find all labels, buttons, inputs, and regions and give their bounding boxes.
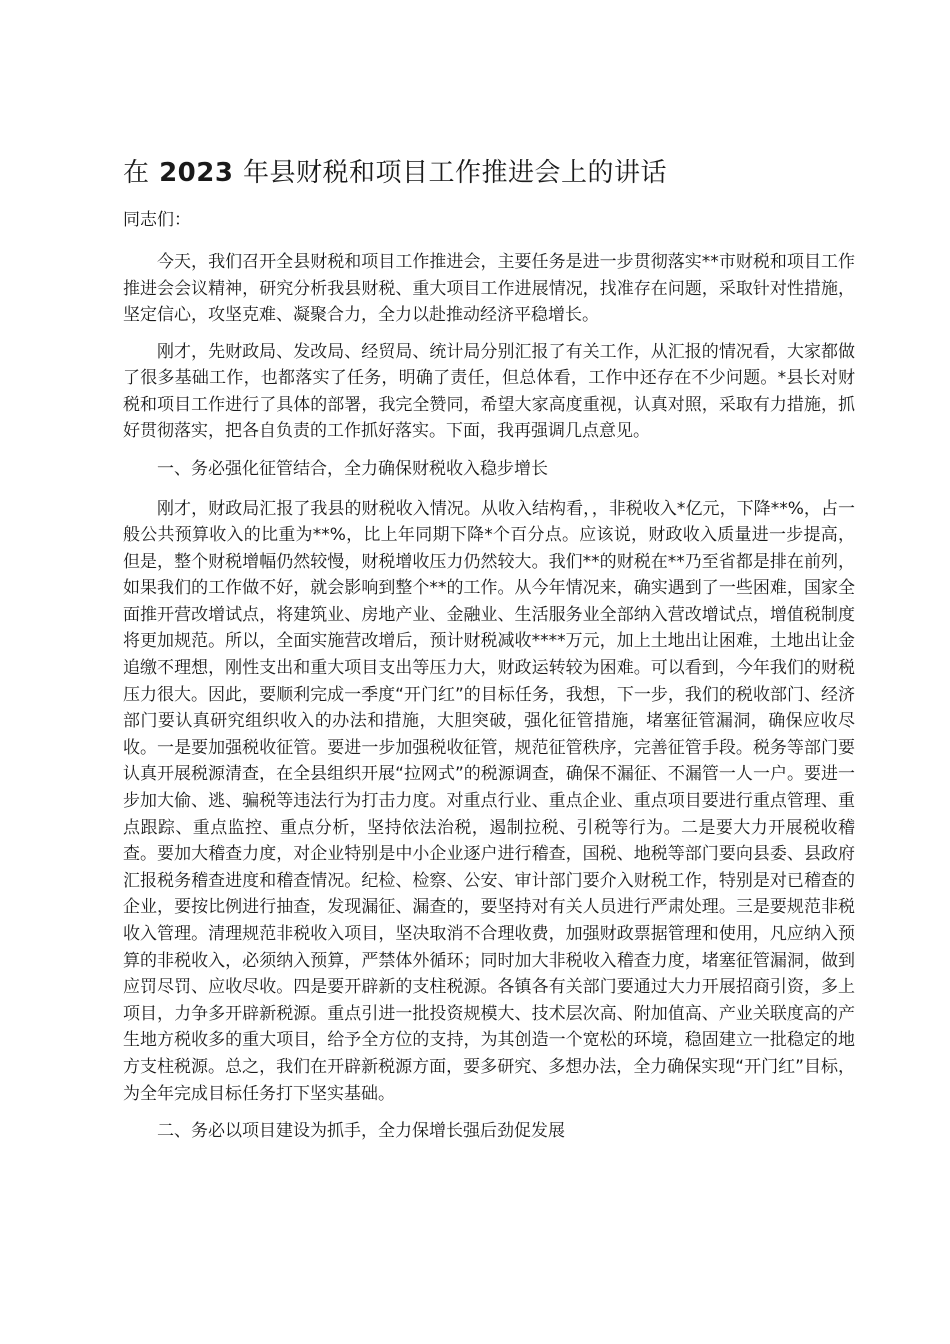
- title-prefix: 在: [123, 158, 150, 188]
- salutation: 同志们：: [123, 210, 191, 230]
- paragraph-opening: 今天，我们召开全县财税和项目工作推进会，主要任务是进一步贯彻落实**市财税和项目工作推进会会议精神，研究分析我县财税、重大项目工作进展情况，找准存在问题，采取针对性措施，坚定信心，攻坚克难、凝聚合力，全力以赴推动经济平稳增长。: [123, 252, 855, 325]
- paragraph-section-1: 刚才，财政局汇报了我县的财税收入情况。从收入结构看，，非税收入*亿元，下降**%，占一般公共预算收入的比重为**%，比上年同期下降*个百分点。应该说，财政收入质量进一步提高，但是，整个财税增幅仍然较慢，财税增收压力仍然较大。我们**的财税在**乃至省都是排在前列，如果我们的工作做不好，就会影响到整个**的工作。从今年情况来，确实遇到了一些困难，国家全面推开营改增试点，将建筑业、房地产业、金融业、生活服务业全部纳入营改增试点，增值税制度将更加规范。所以，全面实施营改增后，预计财税减收****万元，加上土地出让困难，土地出让金追缴不理想，刚性支出和重大项目支出等压力大，财政运转较为困难。可以看到，今年我们的财税压力很大。因此，要顺利完成一季度“开门红”的目标任务，我想，下一步，我们的税收部门、经济部门要认真研究组织收入的办法和措施，大胆突破，强化征管措施，堵塞征管漏洞，确保应收尽收。一是要加强税收征管。要进一步加强税收征管，规范征管秩序，完善征管手段。税务等部门要认真开展税源清查，在全县组织开展“拉网式”的税源调查，确保不漏征、不漏管一人一户。要进一步加大偷、逃、骗税等违法行为打击力度。对重点行业、重点企业、重点项目要进行重点管理、重点跟踪、重点监控、重点分析，坚持依法治税，遏制拉税、引税等行为。二是要大力开展税收稽查。要加大稽查力度，对企业特别是中小企业逐户进行稽查，国税、地税等部门要向县委、县政府汇报税务稽查进度和稽查情况。纪检、检察、公安、审计部门要介入财税工作，特别是对已稽查的企业，要按比例进行抽查，发现漏征、漏查的，要坚持对有关人员进行严肃处理。三是要规范非税收入管理。清理规范非税收入项目，坚决取消不合理收费，加强财政票据管理和使用，凡应纳入预算的非税收入，必须纳入预算，严禁体外循环；同时加大非税收入稽查力度，堵塞征管漏洞，做到应罚尽罚、应收尽收。四是要开辟新的支柱税源。各镇各有关部门要通过大力开展招商引资，多上项目，力争多开辟新税源。重点引进一批投资规模大、技术层次高、附加值高、产业关联度高的产生地方税收多的重大项目，给予全方位的支持，为其创造一个宽松的环境，稳固建立一批稳定的地方支柱税源。总之，我们在开辟新税源方面，要多研究、多想办法，全力确保实现“开门红”目标，为全年完成目标任务打下坚实基础。: [123, 498, 855, 1104]
- document-body: [123, 206, 855, 1158]
- document-title: [123, 153, 855, 193]
- section-heading-2: 二、务必以项目建设为抓手，全力保增长强后劲促发展: [157, 1121, 565, 1142]
- paragraph-review: 刚才，先财政局、发改局、经贸局、统计局分别汇报了有关工作，从汇报的情况看，大家都做了很多基础工作，也都落实了任务，明确了责任，但总体看，工作中还存在不少问题。*县长对财税和项目工作进行了具体的部署，我完全赞同，希望大家高度重视，认真对照，采取有力措施，抓好贯彻落实，把各自负责的工作抓好落实。下面，我再强调几点意见。: [123, 341, 855, 441]
- section-heading-1: 一、务必强化征管结合，全力确保财税收入稳步增长: [157, 458, 548, 479]
- title-year: 2023: [149, 158, 243, 188]
- title-suffix: 年县财税和项目工作推进会上的讲话: [242, 158, 667, 188]
